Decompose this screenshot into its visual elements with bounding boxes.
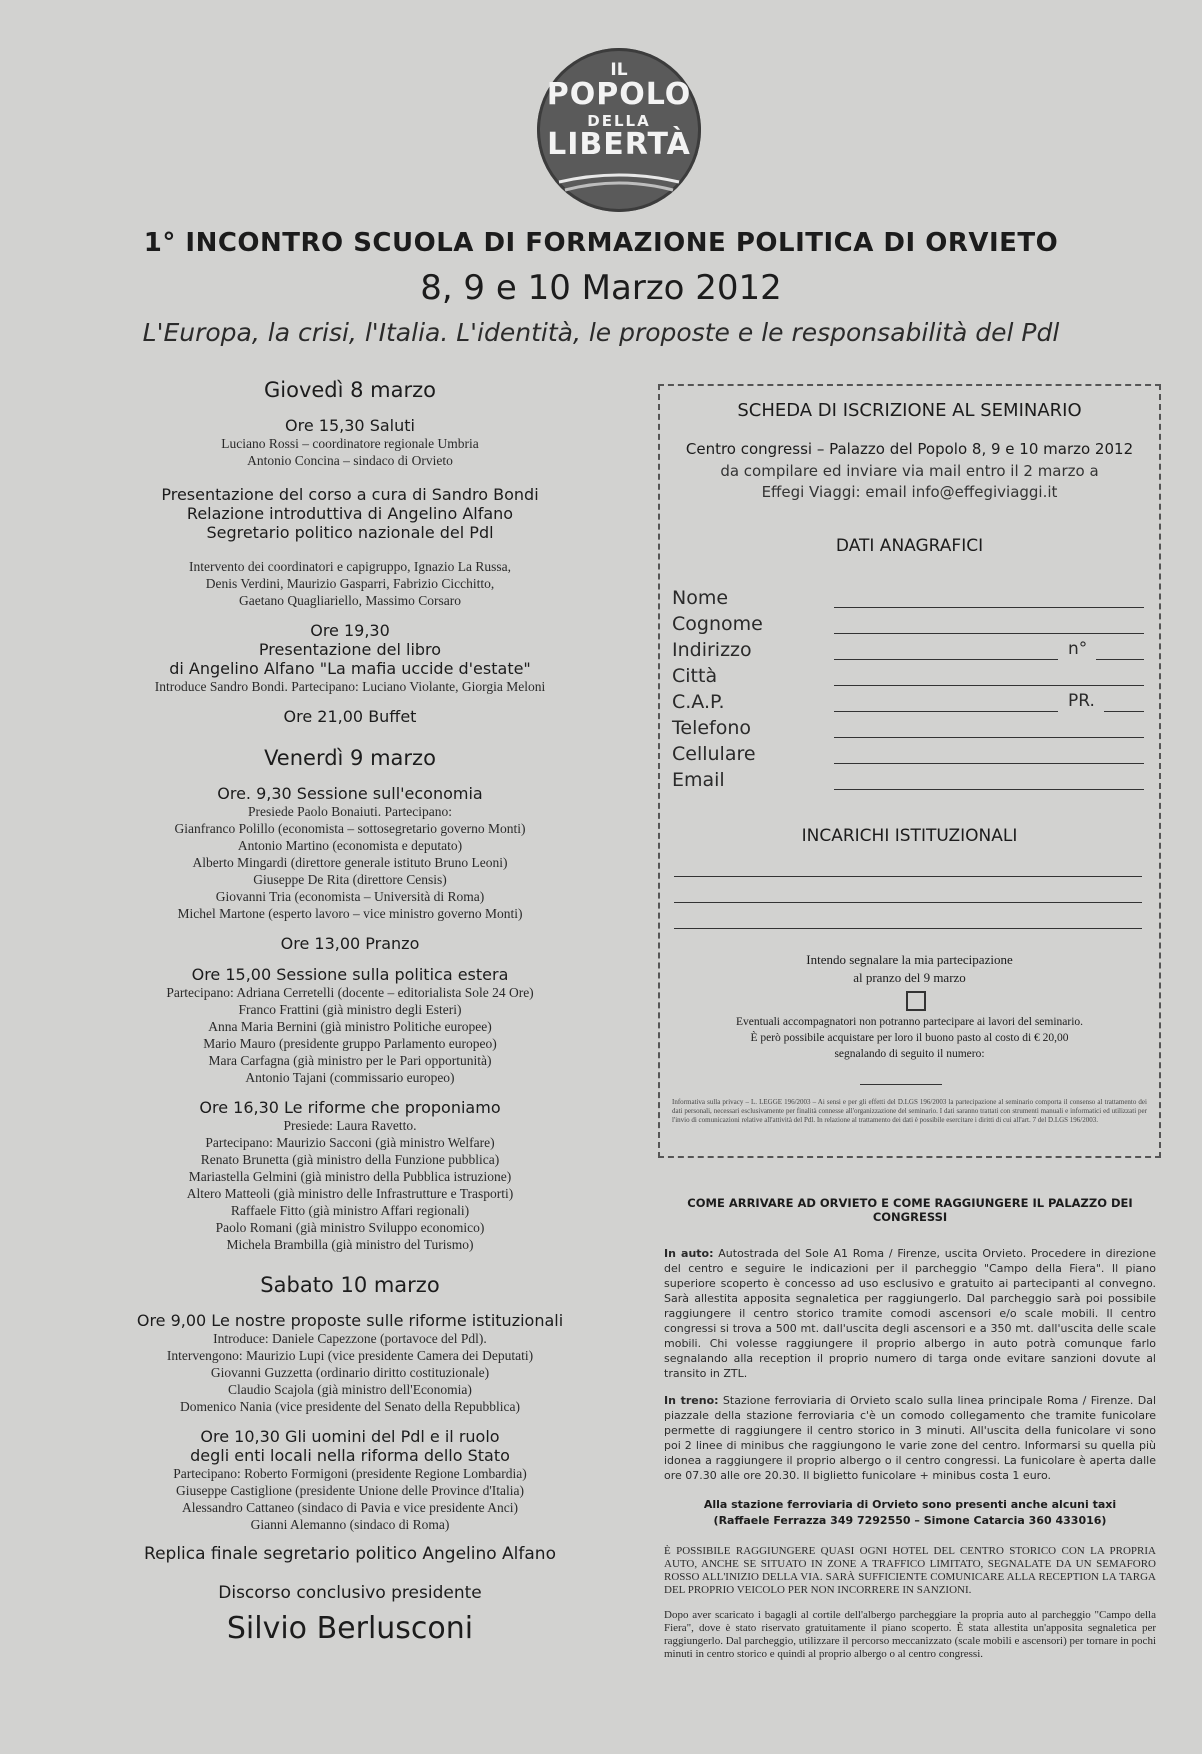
participant-line: Mariastella Gelmini (già ministro della Pubblica istruzione) (188, 1169, 512, 1184)
day1-coordinators (110, 558, 590, 609)
section-dati-anagrafici: DATI ANAGRAFICI (835, 536, 984, 556)
input-incarichi-line-2[interactable] (674, 902, 1142, 903)
day-3-heading: Sabato 10 marzo (260, 1273, 440, 1297)
closing-speaker: Silvio Berlusconi (226, 1611, 474, 1646)
participant-line: Presiede Paolo Bonaiuti. Partecipano: (248, 804, 452, 819)
label-nome: Nome (672, 587, 729, 609)
input-provincia[interactable] (1104, 711, 1144, 712)
form-venue: Centro congressi – Palazzo del Popolo 8, 9 e 10 marzo 2012 (685, 440, 1134, 458)
label-citta: Città (672, 665, 718, 687)
train-text: Stazione ferroviaria di Orvieto scalo sulla linea principale Roma / Firenze. Dal piazzale della stazione ferroviaria c'è un comodo collegamento che tramite funicolare permette di raggiungere il centro storico in 3 minuti. All'uscita della funicolare vi sono poi 2 linee di minibus che raggiungono le varie zone del centro. Informarsi su quella più idonea a raggiungere il proprio albergo o il centro congressi. La funicolare è aperta dalle ore 07.30 alle ore 20.30. Il biglietto funicolare + minibus costa 1 euro. (664, 1394, 1157, 1482)
presentation-line: Segretario politico nazionale del Pdl (206, 523, 494, 542)
lunch-text-1: Intendo segnalare la mia partecipazione (806, 952, 1013, 967)
day2-session-riforme: Ore 16,30 Le riforme che proponiamo (199, 1098, 501, 1117)
companion-note-3: segnalando di seguito il numero: (834, 1048, 985, 1060)
participant-line: Giovanni Guzzetta (ordinario diritto costituzionale) (210, 1365, 490, 1380)
book-presentation-line: di Angelino Alfano "La mafia uccide d'estate" (169, 659, 531, 678)
taxi-line-2: (Raffaele Ferrazza 349 7292550 – Simone Catarcia 360 433016) (713, 1514, 1107, 1527)
input-cognome[interactable] (834, 633, 1144, 634)
participant-line: Claudio Scajola (già ministro dell'Economia) (228, 1382, 472, 1397)
day3-session-riforme-istituzionali: Ore 9,00 Le nostre proposte sulle riforme istituzionali (136, 1311, 564, 1330)
participant-line: Michela Brambilla (già ministro del Turismo) (226, 1237, 474, 1252)
input-indirizzo[interactable] (834, 659, 1058, 660)
participant-line: Partecipano: Roberto Formigoni (presidente Regione Lombardia) (173, 1466, 527, 1481)
registration-form (658, 384, 1161, 1158)
day-1-heading: Giovedì 8 marzo (263, 378, 436, 402)
participant-line: Intervengono: Maurizio Lupi (vice presidente Camera dei Deputati) (166, 1348, 534, 1363)
day3-enti-locali-line: degli enti locali nella riforma dello Stato (190, 1446, 510, 1465)
participant-line: Renato Brunetta (già ministro della Funzione pubblica) (200, 1152, 500, 1167)
day1-session-saluti: Ore 15,30 Saluti (285, 416, 415, 435)
label-email: Email (672, 769, 725, 791)
form-contact-prefix: Effegi Viaggi: email (761, 483, 912, 501)
day2-session-politica-estera: Ore 15,00 Sessione sulla politica estera (191, 965, 509, 984)
book-presentation-line: Ore 19,30 (310, 621, 390, 640)
event-dates: 8, 9 e 10 Marzo 2012 (420, 268, 782, 308)
companion-note-2: È però possibile acquistare per loro il buono pasto al costo di € 20,00 (750, 1032, 1069, 1044)
participant-line: Michel Martone (esperto lavoro – vice ministro governo Monti) (177, 906, 523, 921)
day3-enti-locali-participants (110, 1465, 590, 1533)
day2-session-economia: Ore. 9,30 Sessione sull'economia (217, 784, 483, 803)
day3-enti-locali-line: Ore 10,30 Gli uomini del Pdl e il ruolo (200, 1427, 500, 1446)
presentation-line: Relazione introduttiva di Angelino Alfano (186, 504, 514, 523)
logo-text-della: DELLA (587, 112, 651, 130)
logo-text-liberta: LIBERTÀ (547, 127, 691, 162)
logo-text-popolo: POPOLO (546, 77, 692, 112)
input-companions[interactable] (860, 1084, 942, 1085)
input-citta[interactable] (834, 685, 1144, 686)
participant-line: Paolo Romani (già ministro Sviluppo economico) (215, 1220, 485, 1235)
lunch-checkbox[interactable] (906, 991, 926, 1011)
label-cap: C.A.P. (672, 691, 725, 713)
taxi-line-1: Alla stazione ferroviaria di Orvieto sono presenti anche alcuni taxi (703, 1498, 1117, 1511)
input-email[interactable] (834, 789, 1144, 790)
participant-line: Alessandro Cattaneo (sindaco di Pavia e vice presidente Anci) (182, 1500, 518, 1515)
participant-line: Luciano Rossi – coordinatore regionale Umbria (221, 436, 479, 451)
directions-train (664, 1393, 1156, 1483)
form-instructions: da compilare ed inviare via mail entro il 2 marzo a (720, 462, 1099, 480)
participant-line: Presiede: Laura Ravetto. (283, 1118, 417, 1133)
day2-riforme-participants (110, 1117, 590, 1253)
participant-line: Partecipano: Maurizio Sacconi (già ministro Welfare) (205, 1135, 495, 1150)
input-incarichi-line-1[interactable] (674, 876, 1142, 877)
label-cognome: Cognome (672, 613, 763, 635)
day2-pranzo: Ore 13,00 Pranzo (280, 934, 420, 953)
participant-line: Gianfranco Polillo (economista – sottosegretario governo Monti) (174, 821, 526, 836)
participant-line: Antonio Martino (economista e deputato) (237, 838, 463, 853)
participant-line: Raffaele Fitto (già ministro Affari regionali) (230, 1203, 470, 1218)
participant-line: Giovanni Tria (economista – Università di Roma) (215, 889, 485, 904)
car-text: Autostrada del Sole A1 Roma / Firenze, uscita Orvieto. Procedere in direzione del centro e seguire le indicazioni per il parcheggio "Campo della Fiera". Il piano superiore scoperto è concesso ad uso esclusivo e gratuito ai partecipanti al convegno. Sarà allestita apposita segnaletica per raggiungerlo. Dal parcheggio sarà poi possibile raggiungere il centro storico tramite comodi ascensori e/o scale mobili. Il centro congressi si trova a 500 mt. dall'uscita degli ascensori e a 350 mt. dall'uscita delle scale mobili. Chi volesse raggiungere il proprio albergo in auto potrà comunque farlo segnalando alla reception il proprio numero di targa onde evitare sanzioni dovute al transito in ZTL. (664, 1247, 1156, 1380)
section-incarichi: INCARICHI ISTITUZIONALI (801, 826, 1018, 846)
taxi-info (664, 1497, 1156, 1529)
companion-note-1: Eventuali accompagnatori non potranno partecipare ai lavori del seminario. (735, 1016, 1084, 1028)
participant-line: Giuseppe Castiglione (presidente Unione delle Province d'Italia) (175, 1483, 525, 1498)
label-numero: n° (1068, 639, 1088, 659)
participant-line: Mario Mauro (presidente gruppo Parlamento europeo) (203, 1036, 497, 1051)
train-label: In treno: (664, 1394, 719, 1407)
lunch-text-2: al pranzo del 9 marzo (853, 970, 966, 985)
book-presentation-line: Presentazione del libro (258, 640, 442, 659)
participant-line: Altero Matteoli (già ministro delle Infrastrutture e Trasporti) (186, 1186, 514, 1201)
input-nome[interactable] (834, 607, 1144, 608)
label-cellulare: Cellulare (672, 743, 756, 765)
participant-line: Antonio Tajani (commissario europeo) (245, 1070, 455, 1085)
day1-buffet: Ore 21,00 Buffet (283, 707, 417, 726)
day3-riforme-participants (110, 1330, 590, 1415)
participant-line: Giuseppe De Rita (direttore Censis) (253, 872, 447, 887)
participant-line: Alberto Mingardi (direttore generale istituto Bruno Leoni) (192, 855, 508, 870)
participant-line: Gianni Alemanno (sindaco di Roma) (250, 1517, 450, 1532)
participant-line: Anna Maria Bernini (già ministro Politiche europee) (208, 1019, 492, 1034)
book-presentation-participants: Introduce Sandro Bondi. Partecipano: Luciano Violante, Giorgia Meloni (154, 679, 546, 694)
parking-note: Dopo aver scaricato i bagagli al cortile dell'albergo parcheggiare la propria auto al parcheggio "Campo della Fiera", dove è stato riservato gratuitamente il piano scoperto. È stata allestita un'apposita segnaletica per raggiungerlo. Dal parcheggio, utilizzare il percorso meccanizzato (scale mobili e ascensori) per tornare in pochi minuti in centro storico e quindi al proprio albergo o al centro congressi. (664, 1609, 1156, 1660)
closing-speech: Discorso conclusivo presidente (218, 1583, 482, 1603)
hotel-access-note: È POSSIBILE RAGGIUNGERE QUASI OGNI HOTEL DEL CENTRO STORICO CON LA PROPRIA AUTO, ANCHE SE SITUATO IN ZONE A TRAFFICO LIMITATO, SEGNALATE DA UN SEMAFORO ROSSO ALL'INIZIO DELLA VIA. SARÀ SUFFICIENTE COMUNICARE ALLA RECEPTION LA TARGA DEL PROPRIO VEICOLO PER NON INCORRERE IN SANZIONI. (664, 1545, 1156, 1596)
input-cap[interactable] (834, 711, 1058, 712)
input-incarichi-line-3[interactable] (674, 928, 1142, 929)
logo-text-il: IL (610, 60, 628, 80)
label-indirizzo: Indirizzo (672, 639, 752, 661)
directions-car (664, 1246, 1156, 1381)
participant-line: Gaetano Quagliariello, Massimo Corsaro (239, 593, 461, 608)
program-column (110, 378, 590, 1646)
participant-line: Introduce: Daniele Capezzone (portavoce del Pdl). (213, 1331, 487, 1346)
participant-line: Domenico Nania (vice presidente del Senato della Repubblica) (180, 1399, 520, 1414)
event-title: 1° INCONTRO SCUOLA DI FORMAZIONE POLITICA DI ORVIETO (143, 228, 1059, 258)
participant-line: Mara Carfagna (già ministro per le Pari opportunità) (208, 1053, 492, 1068)
input-cellulare[interactable] (834, 763, 1144, 764)
privacy-notice: Informativa sulla privacy – L. LEGGE 196/2003 – Ai sensi e per gli effetti del D.LGS 196/2003 la partecipazione al seminario comporta il consenso al trattamento dei dati personali, necessari esclusivamente per finalità connesse all'organizzazione del seminario. I dati saranno trattati con strumenti manuali e informatici ed utilizzati per l'invio di comunicazioni relative all'attività del Pdl. In relazione al trattamento dei dati è possibile esercitare i diritti di cui all'art. 7 del D.LGS 196/2003. (672, 1098, 1147, 1124)
participant-line: Franco Frattini (già ministro degli Esteri) (238, 1002, 462, 1017)
event-subtitle: L'Europa, la crisi, l'Italia. L'identità, le proposte e le responsabilità del Pdl (142, 318, 1060, 347)
form-email-link[interactable]: info@effegiviaggi.it (911, 483, 1058, 501)
day2-economia-participants (110, 803, 590, 922)
presentation-line: Presentazione del corso a cura di Sandro Bondi (161, 485, 539, 504)
day1-saluti-participants (110, 435, 590, 469)
participant-line: Partecipano: Adriana Cerretelli (docente – editorialista Sole 24 Ore) (166, 985, 534, 1000)
directions-title: COME ARRIVARE AD ORVIETO E COME RAGGIUNGERE IL PALAZZO DEI CONGRESSI (687, 1196, 1133, 1224)
popolo-della-liberta-logo (537, 48, 701, 212)
directions-section (664, 1196, 1156, 1673)
day-2-heading: Venerdì 9 marzo (264, 746, 436, 770)
form-contact (660, 483, 1159, 501)
form-title: SCHEDA DI ISCRIZIONE AL SEMINARIO (737, 400, 1082, 421)
participant-line: Denis Verdini, Maurizio Gasparri, Fabrizio Cicchitto, (205, 576, 495, 591)
car-label: In auto: (664, 1247, 714, 1260)
logo-flag-stripes (537, 166, 701, 200)
day2-estera-participants (110, 984, 590, 1086)
input-numero[interactable] (1096, 659, 1144, 660)
label-telefono: Telefono (672, 717, 752, 739)
label-provincia: PR. (1068, 691, 1095, 711)
input-telefono[interactable] (834, 737, 1144, 738)
participant-line: Antonio Concina – sindaco di Orvieto (247, 453, 453, 468)
participant-line: Intervento dei coordinatori e capigruppo, Ignazio La Russa, (188, 559, 512, 574)
final-reply: Replica finale segretario politico Angelino Alfano (144, 1544, 556, 1564)
